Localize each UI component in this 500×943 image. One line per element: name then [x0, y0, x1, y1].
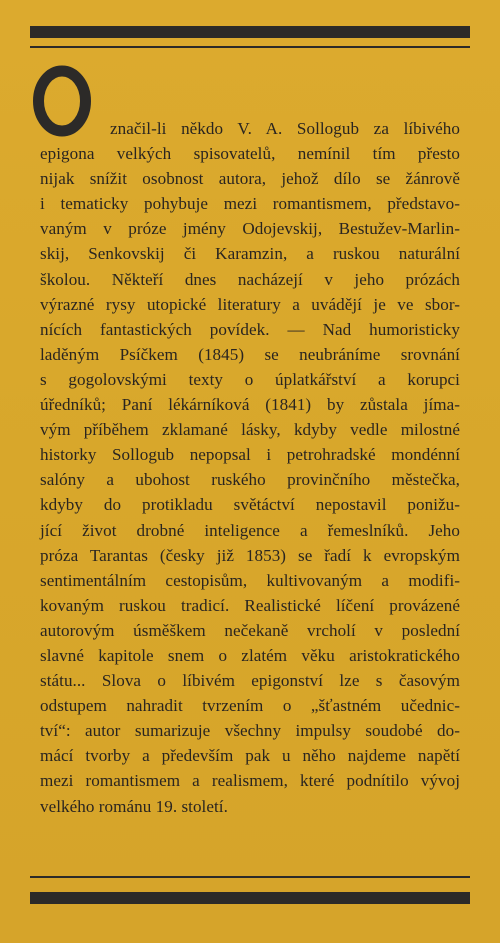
paragraph-line: vým příběhem zklamané lásky, kdyby vedle milostné [40, 420, 460, 440]
paragraph-line: s gogolovskými texty o úplatkářství a korupci [40, 369, 460, 389]
paragraph-line: tví“: autor sumarizuje všechny impulsy soudobé do- [40, 721, 460, 741]
paragraph-line: kovaným ruskou tradicí. Realistické líčení provázené [40, 595, 460, 615]
top-thick-rule [30, 26, 470, 38]
paragraph-line: próza Tarantas (česky již 1853) se řadí k evropským [40, 545, 460, 565]
paragraph-line: mácí tvorby a především pak u něho najdeme napětí [40, 746, 460, 766]
paragraph-line: jící život drobné inteligence a řemeslníků. Jeho [40, 520, 460, 540]
paragraph-line: i tematicky pohybuje mezi romantismem, představo- [40, 194, 460, 214]
paragraph-line: nících fantastických povídek. — Nad humoristicky [40, 319, 460, 339]
paragraph-line: úředníků; Paní lékárníková (1841) by zůstala jíma- [40, 395, 460, 415]
top-thin-rule [30, 46, 470, 48]
paragraph-line: nijak snížit osobnost autora, jehož dílo se žánrově [40, 169, 460, 189]
paragraph-line: vaným v próze jmény Odojevskij, Bestužev-Marlin- [40, 219, 460, 239]
paragraph-line: značil-li někdo V. A. Sollogub za líbivého [110, 119, 460, 138]
paragraph-line: kdyby do protikladu světáctví nepostavil ponižu- [40, 495, 460, 515]
paragraph-line: školou. Někteří dnes nacházejí v jeho prózách [40, 269, 460, 289]
dropcap-letter: O [33, 64, 34, 65]
bottom-thick-rule [30, 892, 470, 904]
paragraph-line: salóny a ubohost ruského provinčního městečka, [40, 470, 460, 490]
bottom-thin-rule [30, 876, 470, 878]
paragraph-line: epigona velkých spisovatelů, nemínil tím přesto [40, 144, 460, 164]
paragraph-line: historky Sollogub nepopsal i petrohradské mondénní [40, 445, 460, 465]
paragraph-line: skij, Senkovskij či Karamzin, a ruskou naturální [40, 244, 460, 264]
paragraph-text [40, 116, 460, 819]
paragraph-line: sentimentálním cestopisům, kultivovaným a modifi- [40, 570, 460, 590]
paragraph-line: autorovým úsměškem nečekaně vrcholí v poslední [40, 620, 460, 640]
paragraph-line-last: velkého románu 19. století. [40, 796, 228, 816]
paragraph-line: mezi romantismem a realismem, které podnítilo vývoj [40, 771, 460, 791]
paragraph-line: výrazné rysy utopické literatury a uvádějí je ve sbor- [40, 294, 460, 314]
paragraph-line: odstupem nahradit tvrzením o „šťastném učednic- [40, 696, 460, 716]
paragraph-line: státu... Slova o líbivém epigonství lze s časovým [40, 671, 460, 691]
paragraph-line: slavné kapitole snem o zlatém věku aristokratického [40, 645, 460, 665]
paragraph-line: laděným Psíčkem (1845) se neubráníme srovnání [40, 344, 460, 364]
